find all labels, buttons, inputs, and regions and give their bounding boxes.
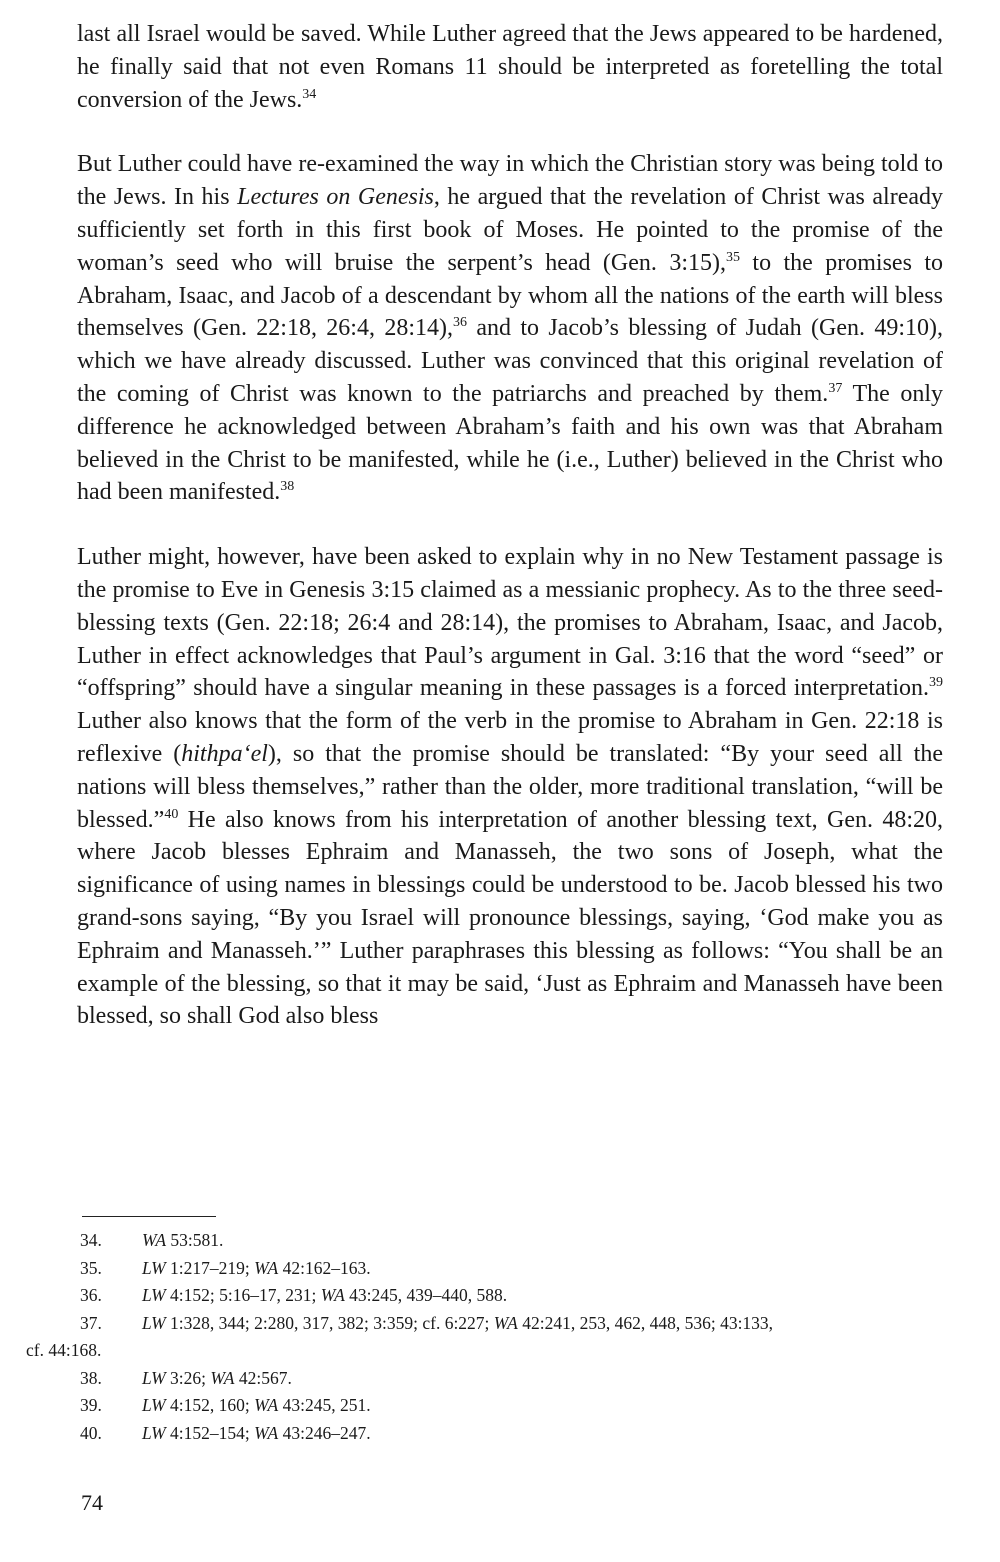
footnote [80, 1420, 960, 1448]
footnote-continuation: cf. 44:168. [26, 1340, 102, 1360]
footnote-number: 35. [80, 1257, 102, 1278]
text-run: 4:152–154; [165, 1422, 255, 1443]
footnotes [26, 1227, 960, 1447]
italic-text: WA [210, 1367, 235, 1388]
text-run: to the promises to Abraham, Isaac, and Jacob of a descendant by whom all the nations of the earth will bless themselves (Gen. 22:18, 26:4, 28:14), [77, 249, 943, 342]
text-run: 43:245, 251. [278, 1395, 371, 1415]
text-run: 4:152; 5:16–17, 231; [165, 1285, 321, 1305]
italic-text: LW [142, 1257, 166, 1278]
text-run: 3:26; [165, 1367, 211, 1388]
italic-text: WA [254, 1257, 279, 1278]
footnote [80, 1392, 960, 1420]
footnote [26, 1310, 960, 1365]
paragraph [77, 18, 943, 116]
footnote-number: 37. [80, 1312, 102, 1333]
text-run: , he argued that the revelation of Christ was already sufficiently set forth in this first book of Moses. He pointed to the promise of the woman’s seed who will bruise the serpent’s head (Gen. 3:15), [77, 184, 944, 276]
text-run: and to Jacob’s blessing of Judah (Gen. 49:10), which we have already discussed. Luther was convinced that this original revelation of the coming of Christ was known to the patriarchs and preached by them. [77, 315, 943, 407]
italic-text: WA [493, 1312, 518, 1333]
text-run: 42:162–163. [278, 1257, 371, 1278]
text-run: He also knows from his interpretation of another blessing text, Gen. 48:20, where Jacob blesses Ephraim and Manasseh, the two sons of Joseph, what the significance of using names in blessings could be understood to be. Jacob blessed his two grand-sons saying, “By you Israel will pronounce blessings, saying, ‘God make you as Ephraim and Manasseh.’” Luther paraphrases this blessing as follows: “You shall be an example of the blessing, so that it may be said, ‘Just as Ephraim and Manasseh have been blessed, so shall God also bless [77, 806, 943, 1030]
italic-text: hithpa‘el [181, 740, 268, 767]
footnote-reference: 35 [726, 249, 740, 265]
italic-text: Lectures on Genesis [237, 184, 434, 211]
italic-text: WA [142, 1230, 167, 1250]
footnote [80, 1255, 960, 1283]
footnote-reference: 40 [164, 806, 179, 822]
footnote [80, 1365, 960, 1393]
italic-text: WA [254, 1422, 279, 1443]
paragraph [77, 148, 943, 509]
footnote-reference: 38 [280, 479, 295, 495]
footnote [80, 1227, 960, 1255]
text-run: 1:217–219; [165, 1257, 255, 1278]
page-number: 74 [81, 1490, 103, 1515]
italic-text: LW [142, 1367, 166, 1388]
italic-text: LW [142, 1312, 166, 1333]
text-run: Luther might, however, have been asked to explain why in no New Testament passage is the promise to Eve in Genesis 3:15 claimed as a messianic prophecy. As to the three seed-blessing texts (Gen. 22:18; 26:4 and 28:14), the promises to Abraham, Isaac, and Jacob, Luther in effect acknowledges that Paul’s argument in Gal. 3:16 that the word “seed” or “offspring” should have a singular meaning in these passages is a forced interpretation. [77, 544, 943, 702]
italic-text: WA [254, 1395, 279, 1415]
italic-text: LW [142, 1285, 166, 1305]
text-run: 43:246–247. [278, 1422, 371, 1443]
italic-text: LW [142, 1395, 166, 1415]
paragraph [77, 541, 943, 1033]
footnote-separator [82, 1216, 216, 1217]
text-run: 1:328, 344; 2:280, 317, 382; 3:359; cf. 6:227; [165, 1312, 494, 1333]
text-run: Luther also knows that the form of the verb in the promise to Abraham in Gen. 22:18 is reflexive ( [77, 708, 943, 767]
text-run: last all Israel would be saved. While Luther agreed that the Jews appeared to be hardened, he finally said that not even Romans 11 should be interpreted as foretelling the total conversion of the Jews. [77, 21, 943, 113]
text-run: 42:567. [234, 1367, 292, 1388]
italic-text: WA [320, 1285, 345, 1305]
text-run: 4:152, 160; [165, 1395, 255, 1415]
text-run: 42:241, 253, 462, 448, 536; 43:133, [517, 1312, 774, 1333]
text-run: But Luther could have re-examined the way in which the Christian story was being told to the Jews. In his [77, 151, 943, 211]
footnote-number: 38. [80, 1367, 102, 1388]
footnote-number: 40. [80, 1422, 102, 1443]
italic-text: LW [142, 1422, 166, 1443]
text-run: The only difference he acknowledged between Abraham’s faith and his own was that Abraham believed in the Christ to be manifested, while he (i.e., Luther) believed in the Christ who had been manifested. [77, 380, 943, 506]
footnote-number: 36. [80, 1285, 102, 1305]
footnote-number: 34. [80, 1230, 102, 1250]
footnote-reference: 39 [929, 675, 943, 691]
body-text [77, 18, 943, 1033]
text-run: 43:245, 439–440, 588. [344, 1285, 508, 1305]
footnote-reference: 36 [452, 315, 467, 331]
footnote-reference: 34 [302, 86, 317, 102]
footnote [80, 1282, 960, 1310]
footnote-reference: 37 [828, 380, 843, 396]
text-run: ), so that the promise should be translated: “By your seed all the nations will bless themselves,” rather than the older, more traditional translation, “will be blessed.” [77, 740, 943, 833]
footnote-number: 39. [80, 1395, 102, 1415]
text-run: 53:581. [166, 1230, 224, 1250]
